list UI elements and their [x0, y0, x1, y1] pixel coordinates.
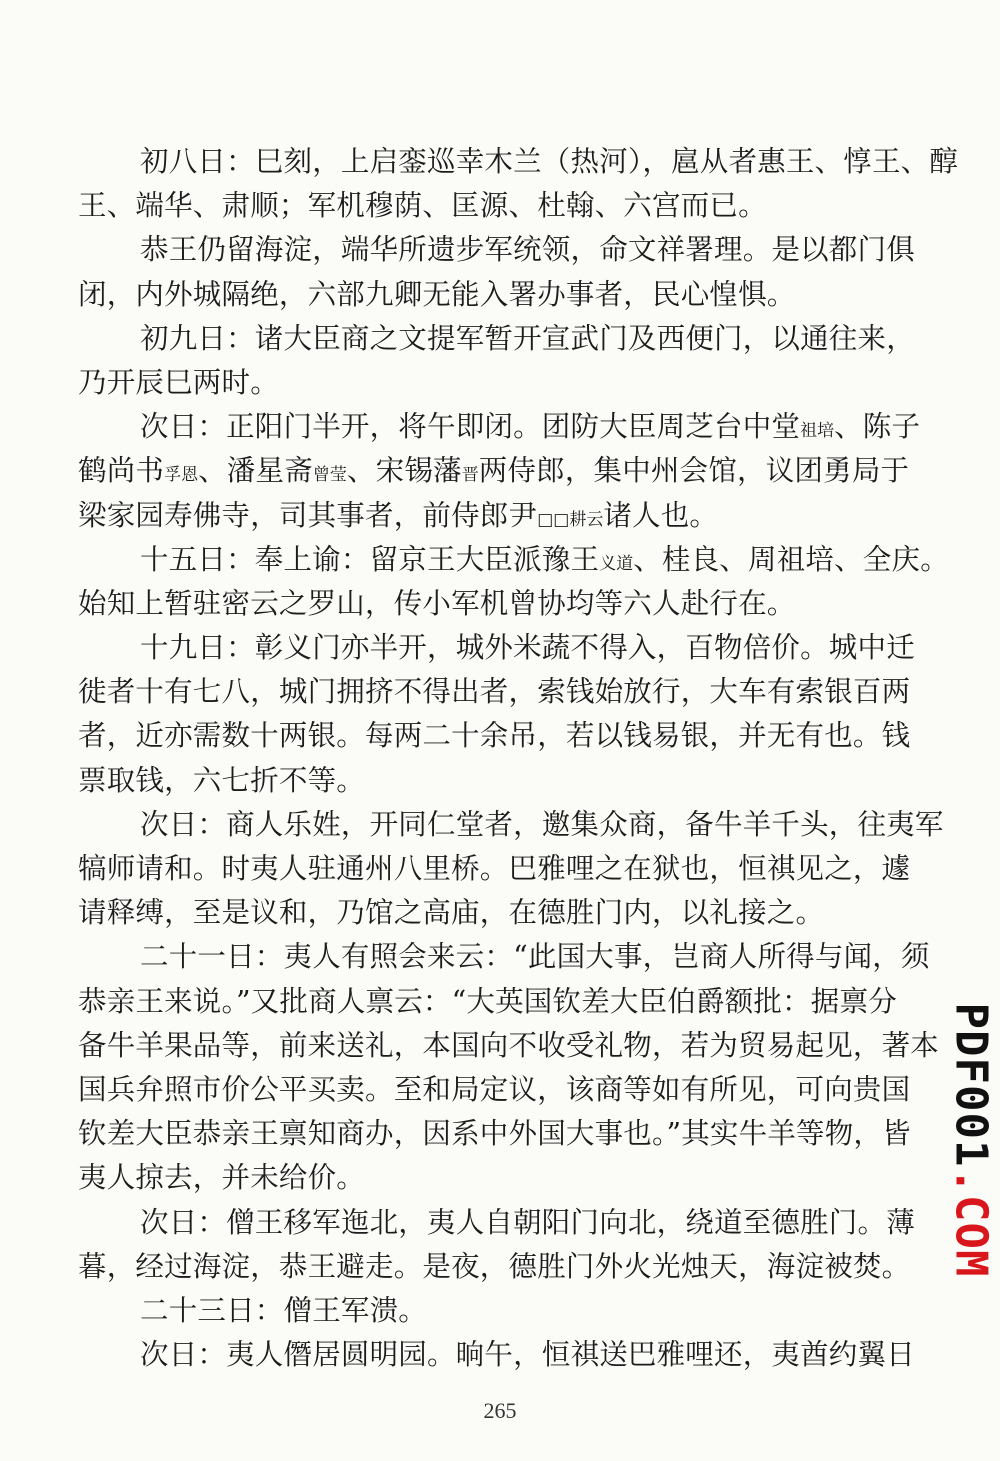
page-body-text	[78, 140, 959, 1377]
text-run: 两侍郎，集中州会馆，议团勇局于	[478, 454, 910, 488]
text-line	[78, 980, 936, 1024]
watermark-accent-text: .COM	[945, 1167, 997, 1278]
page-number: 265	[483, 1398, 517, 1423]
text-run: 、宋锡藩	[346, 454, 462, 488]
text-line	[78, 1245, 936, 1289]
text-line	[78, 228, 936, 272]
text-line	[78, 494, 936, 538]
text-line	[78, 1112, 936, 1156]
interlinear-note: 曾莹	[312, 465, 347, 486]
text-line	[78, 1201, 936, 1245]
text-line	[78, 1289, 936, 1333]
text-run: 国兵弁照市价公平买卖。至和局定议，该商等如有所见，可向贵国	[78, 1072, 911, 1106]
text-run: 十五日：奉上谕：留京王大臣派豫王	[140, 542, 600, 576]
text-run: 十九日：彰义门亦半开，城外米蔬不得入，百物倍价。城中迁	[140, 631, 915, 665]
text-run: 次日：商人乐姓，开同仁堂者，邀集众商，备牛羊千头，往夷军	[140, 807, 944, 841]
text-line	[78, 935, 936, 979]
interlinear-note: 孚恩	[164, 465, 199, 486]
text-run: 夷人掠去，并未给价。	[78, 1161, 366, 1195]
text-run: 次日：正阳门半开，将午即闭。团防大臣周芝台中堂	[140, 410, 801, 444]
text-line	[78, 1068, 936, 1112]
text-run: 暮，经过海淀，恭王避走。是夜，德胜门外火光烛天，海淀被焚。	[78, 1249, 911, 1283]
text-run: 、陈子	[834, 410, 921, 444]
text-line	[78, 803, 944, 847]
text-run: 二十三日：僧王军溃。	[140, 1293, 428, 1327]
text-run: 梁家园寿佛寺，司其事者，前侍郎尹	[78, 498, 538, 532]
text-line	[78, 759, 936, 803]
text-run: 诸人也。	[603, 498, 719, 532]
text-run: 犒师请和。时夷人驻通州八里桥。巴雅哩之在狱也，恒祺见之，遽	[78, 852, 911, 885]
text-run: 王、端华、肃顺；军机穆荫、匡源、杜翰、六宫而已。	[78, 189, 767, 223]
text-line	[78, 1156, 936, 1200]
text-line	[78, 714, 936, 758]
text-run: 次日：夷人僭居圆明园。晌午，恒祺送巴雅哩还，夷酋约翼日	[140, 1338, 915, 1372]
text-line	[78, 184, 936, 228]
text-line	[78, 317, 936, 361]
watermark-main-text: PDF001	[945, 1002, 997, 1168]
interlinear-note: 祖培	[800, 421, 835, 442]
text-line	[78, 538, 949, 582]
text-run: 二十一日：夷人有照会来云：“此国大事，岂商人所得与闻，须	[140, 940, 930, 974]
text-line	[78, 891, 936, 935]
text-run: 闭，内外城隔绝，六部九卿无能入署办事者，民心惶惧。	[78, 277, 796, 311]
text-line	[78, 1024, 940, 1068]
text-line	[78, 449, 936, 493]
interlinear-note: 义道	[599, 553, 634, 574]
text-line	[78, 361, 936, 405]
text-line	[78, 847, 936, 891]
interlinear-note: □□耕云	[537, 509, 604, 530]
text-run: 、潘星斋	[198, 454, 313, 488]
text-run: 始知上暂驻密云之罗山，传小军机曾协均等六人赴行在。	[78, 586, 796, 620]
text-run: 恭亲王来说。”又批商人禀云：“大英国钦差大臣伯爵额批：据禀分	[78, 984, 897, 1018]
text-run: 鹤尚书	[78, 454, 165, 488]
text-line	[78, 405, 936, 449]
text-run: 、桂良、周祖培、全庆。	[633, 542, 949, 576]
text-run: 徙者十有七八，城门拥挤不得出者，索钱始放行，大车有索银百两	[78, 675, 911, 709]
text-run: 请释缚，至是议和，乃馆之高庙，在德胜门内，以礼接之。	[78, 896, 825, 930]
text-run: 恭王仍留海淀，端华所遗步军统领，命文祥署理。是以都门俱	[140, 233, 915, 267]
text-line	[78, 582, 936, 626]
text-run: 乃开辰巳两时。	[78, 365, 279, 399]
text-run: 钦差大臣恭亲王禀知商办，因系中外国大事也。”其实牛羊等物，皆	[78, 1117, 911, 1151]
text-run: 票取钱，六七折不等。	[78, 763, 366, 797]
text-line	[78, 273, 936, 317]
watermark-text	[946, 1003, 997, 1278]
text-run: 备牛羊果品等，前来送礼，本国向不收受礼物，若为贸易起见，著本	[78, 1028, 940, 1062]
text-line	[78, 140, 959, 184]
text-line	[78, 626, 936, 670]
text-line	[78, 670, 936, 714]
text-line	[78, 1333, 936, 1377]
text-run: 次日：僧王移军迤北，夷人自朝阳门向北，绕道至德胜门。薄	[140, 1205, 915, 1239]
text-run: 者，近亦需数十两银。每两二十余吊，若以钱易银，并无有也。钱	[78, 719, 911, 753]
pdf001-watermark	[925, 1000, 1000, 1280]
text-run: 初八日：巳刻，上启銮巡幸木兰（热河），扈从者惠王、惇王、醇	[140, 145, 959, 178]
text-run: 初九日：诸大臣商之文提军暂开宣武门及西便门，以通往来，	[140, 321, 915, 355]
interlinear-note: 晋	[461, 465, 479, 486]
